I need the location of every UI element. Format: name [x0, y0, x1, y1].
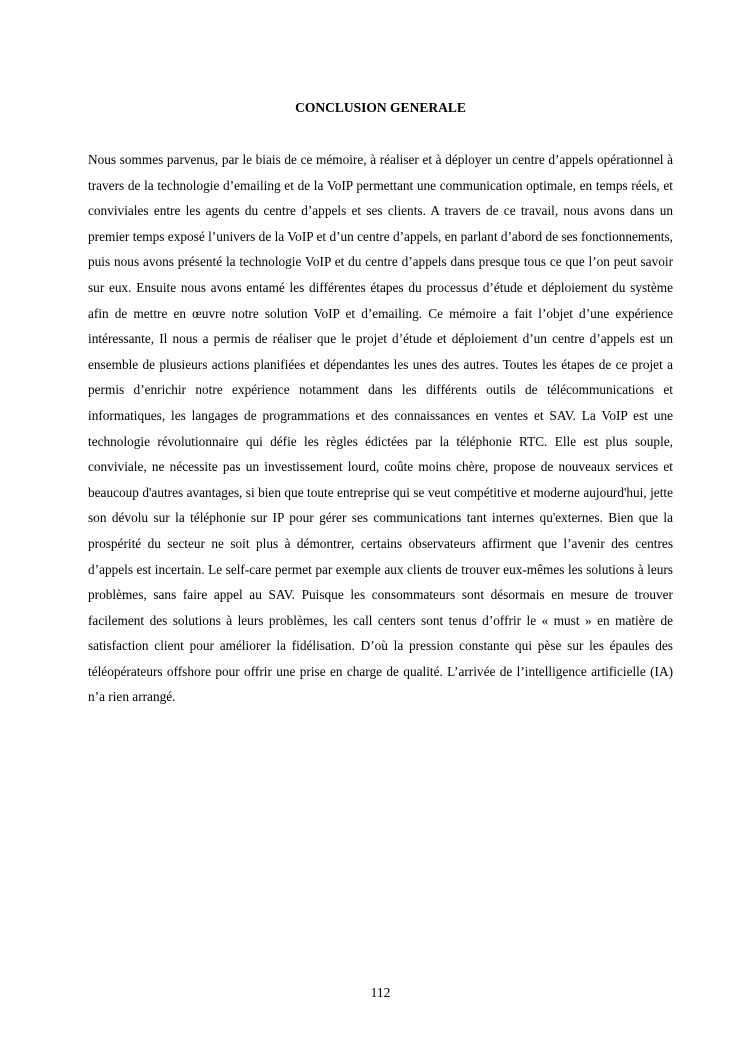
- page-number: 112: [370, 985, 391, 1000]
- page-title: CONCLUSION GENERALE: [295, 100, 466, 115]
- conclusion-paragraph: Nous sommes parvenus, par le biais de ce mémoire, à réaliser et à déployer un centre d’appels opérationnel à travers de la technologie d’emailing et de la VoIP permettant une communication optimale, en temps réels, et conviviales entre les agents du centre d’appels et ses clients. A travers de ce travail, nous avons dans un premier temps exposé l’univers de la VoIP et d’un centre d’appels, en parlant d’abord de ses fonctionnements, puis nous avons présenté la technologie VoIP et du centre d’appels dans presque tous ce que l’on peut savoir sur eux. Ensuite nous avons entamé les différentes étapes du processus d’étude et déploiement du système afin de mettre en œuvre notre solution VoIP et d’emailing. Ce mémoire a fait l’objet d’une expérience intéressante, Il nous a permis de réaliser que le projet d’étude et déploiement d’un centre d’appels est un ensemble de plusieurs actions planifiées et dépendantes les unes des autres. Toutes les étapes de ce projet a permis d’enrichir notre expérience notamment dans les différents outils de télécommunications et informatiques, les langages de programmations et des connaissances en ventes et SAV. La VoIP est une technologie révolutionnaire qui défie les règles édictées par la téléphonie RTC. Elle est plus souple, conviviale, ne nécessite pas un investissement lourd, coûte moins chère, propose de nouveaux services et beaucoup d'autres avantages, si bien que toute entreprise qui se veut compétitive et moderne aujourd'hui, jette son dévolu sur la téléphonie sur IP pour gérer ses communications tant internes qu'externes. Bien que la prospérité du secteur ne soit plus à démontrer, certains observateurs affirment que l’avenir des centres d’appels est incertain. Le self-care permet par exemple aux clients de trouver eux-mêmes les solutions à leurs problèmes, sans faire appel au SAV. Puisque les consommateurs sont désormais en mesure de trouver facilement des solutions à leurs problèmes, les call centers sont tenus d’offrir le « must » en matière de satisfaction client pour améliorer la fidélisation. D’où la pression constante qui pèse sur les épaules des téléopérateurs offshore pour offrir une prise en charge de qualité. L’arrivée de l’intelligence artificielle (IA) n’a rien arrangé.: [88, 152, 673, 705]
